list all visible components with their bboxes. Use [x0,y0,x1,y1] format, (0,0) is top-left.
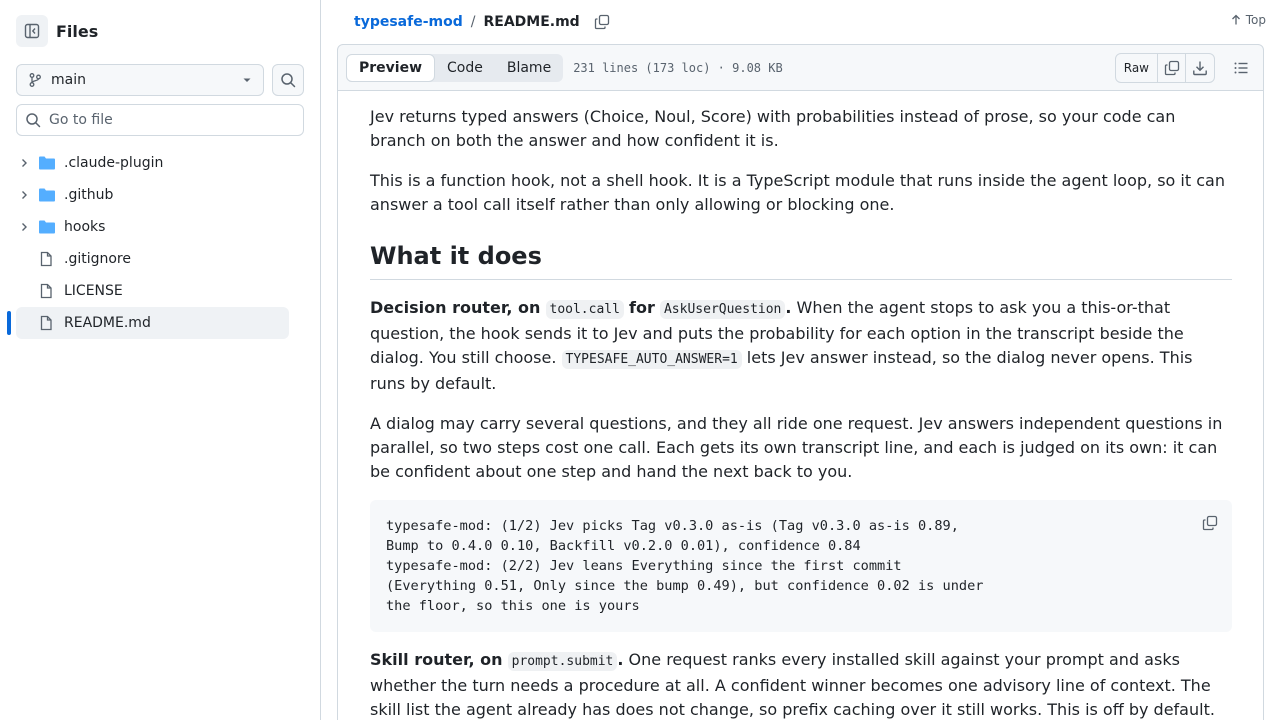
download-icon [1192,60,1208,76]
paragraph: A dialog may carry several questions, and they all ride one request. Jev answers independent questions in parallel, so two steps cost one call. Each gets its own transcript line, and each is judged on its own: it can be confident about one step and hand the next back to you. [370,414,1223,481]
chevron-right-icon[interactable] [16,189,32,201]
file-icon [38,283,56,299]
git-branch-icon [27,72,43,88]
view-mode-segmented-control [346,54,563,82]
tree-item-label: .github [64,187,114,203]
branch-selector-button[interactable] [16,64,264,96]
paragraph-text: lets Jev answer instead, so the dialog never opens. This runs by default. [370,348,1193,393]
file-header [337,44,1264,91]
paragraph-text: One request ranks every installed skill against your prompt and asks whether the turn needs a procedure at all. A confident winner becomes one advisory line of context. The skill list the agent already has does not change, so prefix caching over it still works. This is off by default. [370,650,1215,719]
inline-code: TYPESAFE_AUTO_ANSWER=1 [562,350,742,369]
sidebar-header [16,15,98,47]
inline-code: prompt.submit [508,652,618,671]
breadcrumb-repo-link[interactable]: typesafe-mod [354,14,463,30]
top-link-label: Top [1245,13,1266,27]
go-to-file-placeholder: Go to file [49,112,113,128]
paragraph: This is a function hook, not a shell hook. It is a TypeScript module that runs inside the agent loop, so it can answer a tool call itself rather than only allowing or blocking one. [370,171,1225,214]
bold-text: . [617,650,624,669]
raw-button[interactable]: Raw [1116,54,1158,82]
tree-item-label: .gitignore [64,251,131,267]
file-tree-sidebar [0,0,321,720]
caret-down-icon [241,74,253,86]
sidebar-title: Files [56,21,99,41]
bold-text: Decision router, on [370,298,541,317]
chevron-right-icon[interactable] [16,221,32,233]
tree-item-github[interactable] [16,179,289,211]
tree-item-label: LICENSE [64,283,123,299]
folder-icon [38,155,56,171]
folder-icon [38,187,56,203]
inline-code: tool.call [546,300,624,319]
code-block-text: typesafe-mod: (1/2) Jev picks Tag v0.3.0 as-is (Tag v0.3.0 as-is 0.89, Bump to 0.4.0 0.10, Backfill v0.2.0 0.01), confidence 0.84 typesafe-mod: (2/2) Jev leans Everything since the first commit (Everything 0.51, Only since the bump 0.49), but confidence 0.02 is under the floor, so this one is yours [386,518,984,614]
breadcrumb [321,0,1280,44]
tree-item-label: .claude-plugin [64,155,164,171]
breadcrumb-file-name: README.md [483,14,580,30]
arrow-up-icon [1230,14,1242,26]
readme-content [337,91,1264,720]
file-actions [1115,53,1255,83]
go-to-file-input[interactable] [16,104,304,136]
search-icon [280,72,296,88]
tree-item-hooks[interactable] [16,211,289,243]
collapse-sidebar-button[interactable] [16,15,48,47]
download-button[interactable] [1186,54,1214,82]
file-icon [38,251,56,267]
inline-code: AskUserQuestion [660,300,785,319]
search-files-button[interactable] [272,64,304,96]
file-meta: 231 lines (173 loc) · 9.08 KB [573,60,783,75]
tree-item-claude-plugin[interactable] [16,147,289,179]
list-unordered-icon [1233,60,1249,76]
folder-icon [38,219,56,235]
copy-icon [1202,515,1218,531]
file-icon [38,315,56,331]
tree-item-license[interactable] [16,275,289,307]
tree-item-label: README.md [64,315,151,331]
paragraph-decision-router [370,296,1232,396]
top-link[interactable] [1230,13,1266,27]
paragraph: Jev returns typed answers (Choice, Noul, Score) with probabilities instead of prose, so your code can branch on both the answer and how confident it is. [370,107,1176,150]
branch-name: main [51,72,86,88]
chevron-right-icon[interactable] [16,157,32,169]
search-icon [25,112,41,128]
outline-button[interactable] [1227,54,1255,82]
bold-text: for [629,298,655,317]
breadcrumb-separator: / [470,14,476,30]
sidebar-collapse-icon [24,23,40,39]
file-tree [16,147,289,339]
paragraph-skill-router [370,648,1232,720]
tab-code[interactable]: Code [447,59,483,76]
section-heading: What it does [370,241,1232,280]
copy-path-button[interactable] [594,14,610,30]
tree-item-gitignore[interactable] [16,243,289,275]
code-block [370,500,1232,632]
copy-icon [1164,60,1180,76]
bold-text: Skill router, on [370,650,503,669]
file-action-group [1115,53,1215,83]
file-view [321,0,1280,720]
copy-code-button[interactable] [1202,514,1218,538]
markdown-body [370,105,1232,720]
paragraph-text: When the agent stops to ask you a this-or-that question, the hook sends it to Jev and puts the probability for each option in the transcript beside the dialog. You still choose. [370,298,1184,367]
tree-item-readme[interactable] [16,307,289,339]
copy-raw-button[interactable] [1158,54,1186,82]
tab-blame[interactable]: Blame [506,59,552,76]
copy-icon [594,14,610,30]
tree-item-label: hooks [64,219,106,235]
bold-text: . [785,298,792,317]
tab-preview[interactable]: Preview [346,54,435,82]
